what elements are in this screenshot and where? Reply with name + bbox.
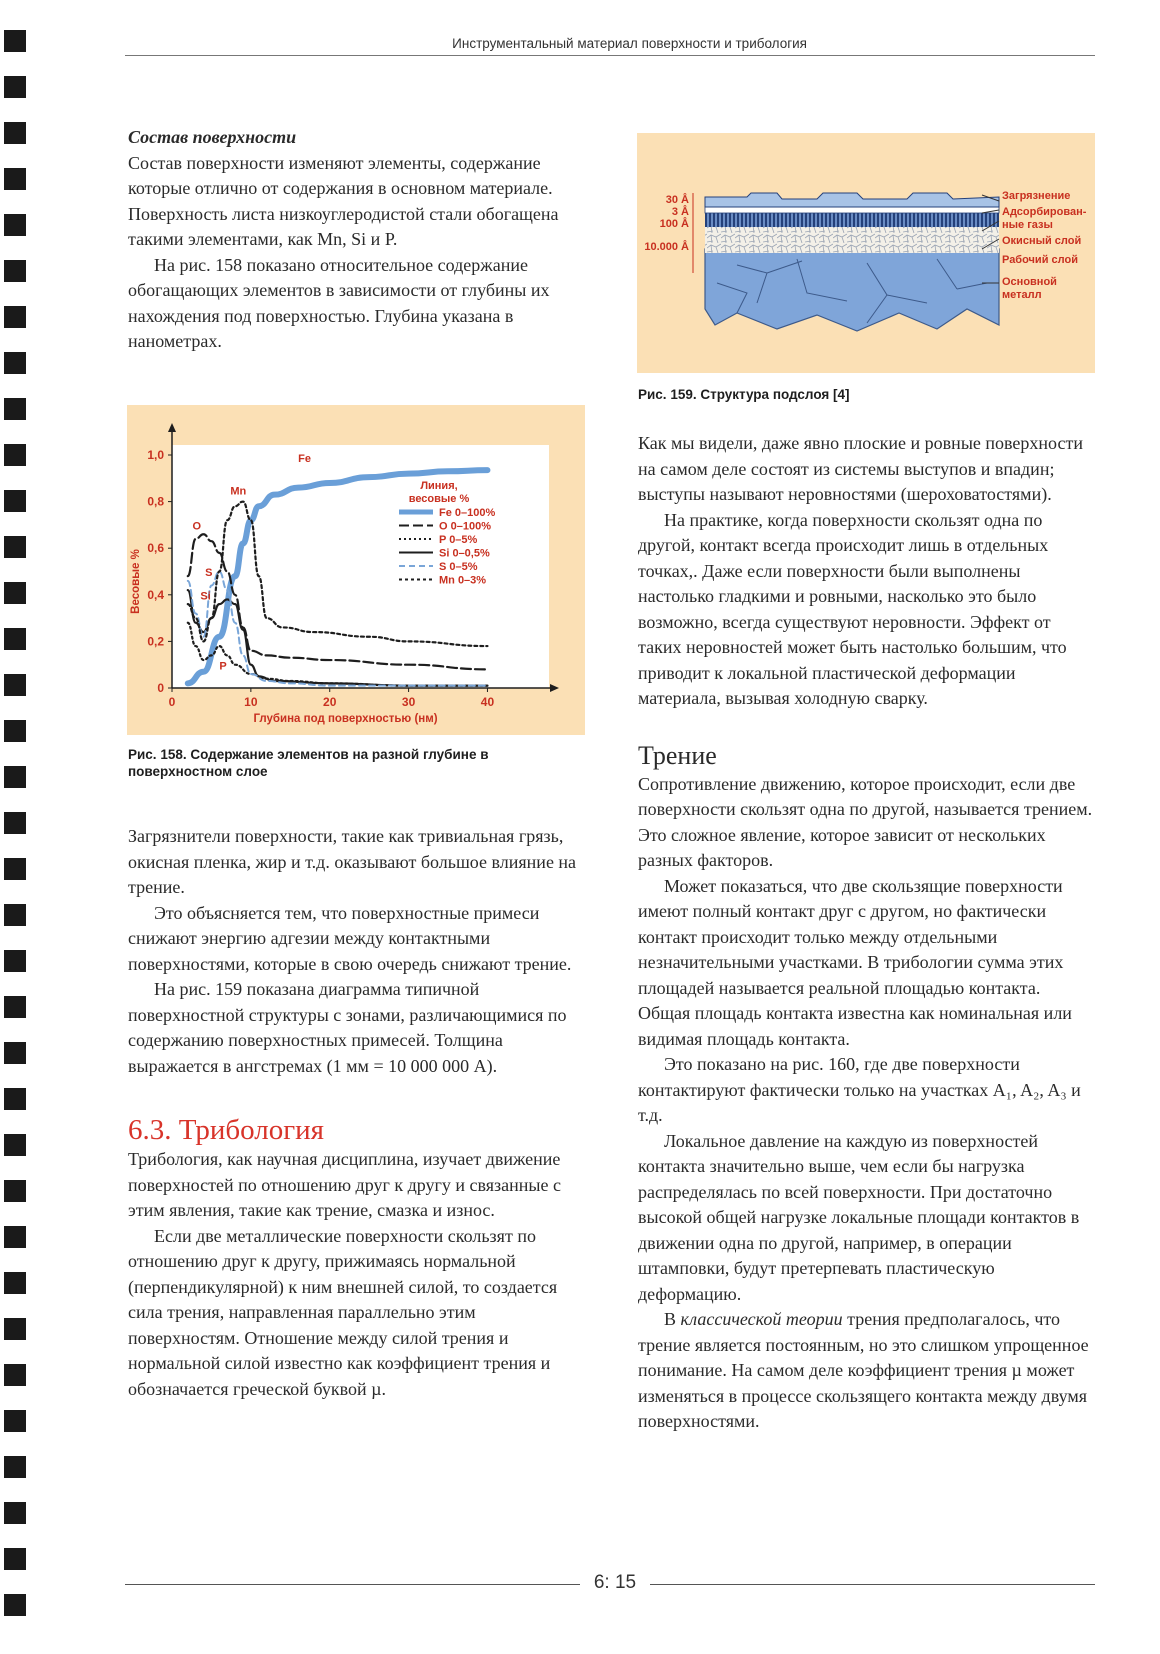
y-tick-label: 0,6 [147, 541, 164, 556]
y-axis-label: Весовые % [130, 549, 142, 614]
figure-159-caption: Рис. 159. Структура подслоя [4] [638, 387, 850, 402]
binding-hole [4, 996, 26, 1018]
binding-hole [4, 1042, 26, 1064]
legend-entry: S 0–5% [439, 561, 478, 573]
binding-hole [4, 950, 26, 972]
binding-hole [4, 1456, 26, 1478]
section-heading-tribology: 6.3. Трибология [128, 1114, 324, 1146]
page-number: 6: 15 [593, 1572, 637, 1593]
legend-entry: P 0–5% [439, 534, 478, 546]
legend-title: Линия, [420, 480, 458, 492]
footer-rule-left [125, 1584, 580, 1585]
binding-hole [4, 674, 26, 696]
binding-hole [4, 444, 26, 466]
paragraph: Локальное давление на каждую из поверхностей контакта значительно выше, чем если бы нагрузка распределялась по всей поверхности. При достаточно высокой общей нагрузке локальные площади контактов в движении одна по другой, например, в операции штамповки, будут претерпевать пластическую деформацию. [638, 1130, 1080, 1304]
figure-158-chart [127, 405, 585, 735]
paragraph: На рис. 158 показано относительное содержание обогащающих элементов в зависимости от глубины их нахождения под поверхностью. Глубина указана в нанометрах. [128, 254, 550, 351]
dim-label: 100 Å [659, 218, 689, 230]
legend-entry: Si 0–0,5% [439, 547, 490, 560]
paragraph: Состав поверхности изменяют элементы, содержание которые отлично от содержания в основном материале. Поверхность листа низкоуглеродистой стали обогащена такими элементами, как Mn, Si и P. [128, 152, 559, 249]
series-label: Mn [230, 485, 247, 498]
paragraph: Загрязнители поверхности, такие как тривиальная грязь, окисная пленка, жир и т.д. оказывают большое влияние на трение. [128, 826, 577, 897]
x-tick-label: 40 [480, 695, 495, 709]
binding-hole [4, 1364, 26, 1386]
running-header: Инструментальный материал поверхности и трибология [125, 36, 1095, 56]
paragraph [638, 1307, 1094, 1435]
binding-hole [4, 306, 26, 328]
x-tick-label: 30 [401, 695, 416, 709]
y-tick-label: 0,8 [147, 494, 164, 509]
dim-label: 3 Å [671, 206, 689, 218]
binding-hole [4, 1272, 26, 1294]
paragraph: Если две металлические поверхности скользят по отношению друг к другу, прижимаясь нормальной (перпендикулярной) к ним внешней силой, то создается сила трения, направленная параллельно этим поверхностям. Отношение между силой трения и нормальной силой известно как коэффициент трения и обозначается греческой буквой µ. [128, 1225, 558, 1399]
series-label: S [205, 567, 213, 580]
binding-hole [4, 490, 26, 512]
paragraph: Сопротивление движению, которое происходит, если две поверхности скользят одна по другой, называется трением. Это сложное явление, которое зависит от нескольких разных факторов. [638, 773, 1093, 870]
series-label: O [192, 520, 202, 533]
page-footer [125, 1572, 1095, 1596]
y-tick-label: 0,2 [147, 634, 164, 649]
subheading-surface-composition: Состав поверхности [128, 127, 297, 147]
x-tick-label: 10 [244, 695, 258, 709]
footer-rule-right [650, 1584, 1095, 1585]
paragraph: Как мы видели, даже явно плоские и ровные поверхности на самом деле состоят из системы выступов и впадин; выступы называют неровностями (шероховатостями). [638, 433, 1083, 504]
binding-hole [4, 168, 26, 190]
series-label: Fe [298, 452, 312, 465]
binding-hole [4, 812, 26, 834]
subsurface-structure-diagram [637, 133, 1095, 373]
x-axis-arrow [550, 684, 559, 692]
legend-entry: Mn 0–3% [439, 574, 487, 587]
binding-hole [4, 398, 26, 420]
binding-hole [4, 1594, 26, 1616]
series-label: Si [200, 590, 211, 603]
x-axis-label: Глубина под поверхностью (нм) [253, 713, 438, 725]
binding-hole [4, 1502, 26, 1524]
binding-hole [4, 352, 26, 374]
paragraph: Это объясняется тем, что поверхностные примеси снижают энергию адгезии между контактными поверхностями, которые в свою очередь снижают трение. [128, 902, 572, 974]
emphasis: классической теории [680, 1309, 843, 1329]
binding-hole [4, 30, 26, 52]
y-tick-label: 1,0 [147, 448, 164, 462]
figure-158-caption: Рис. 158. Содержание элементов на разной глубине в поверхностном слое [128, 747, 489, 779]
legend-entry: Fe 0–100% [439, 507, 496, 519]
binding-hole [4, 1088, 26, 1110]
dim-label: 10.000 Å [644, 241, 689, 253]
figure-159-structure [637, 133, 1095, 373]
y-axis-arrow [168, 423, 176, 432]
text-run: трения предполагалось, что трение является постоянным, но это слишком упрощенное понимание. На самом деле коэффициент трения µ может изменяться в процессе скользящего контакта между двумя поверхностями. [638, 1309, 1089, 1431]
x-tick-label: 0 [168, 695, 176, 709]
series-label: P [219, 660, 227, 673]
binding-hole [4, 720, 26, 742]
paragraph: Трибология, как научная дисциплина, изучает движение поверхностей по отношению друг к другу и связанные с этим явления, такие как трение, смазка и износ. [128, 1149, 561, 1220]
binding-hole [4, 1410, 26, 1432]
layer-label: Загрязнение [1002, 190, 1071, 202]
binding-hole [4, 628, 26, 650]
text-run: В [664, 1309, 681, 1329]
binding-hole [4, 1134, 26, 1156]
plot-area [172, 445, 549, 688]
binding-hole [4, 536, 26, 558]
y-tick-label: 0,4 [147, 587, 164, 602]
binding-hole [4, 858, 26, 880]
layer-label: Окисный слой [1002, 235, 1082, 247]
layer-label: Основной [1002, 276, 1057, 288]
binding-hole [4, 214, 26, 236]
left-column-top [128, 125, 584, 355]
paragraph: На практике, когда поверхности скользят одна по другой, контакт всегда происходит лишь в отдельных точках,. Даже если поверхности были выполнены настолько гладкими и ровными, насколько это было возможно, всегда существуют неровности. Эффект от таких неровностей может быть настолько большим, что приводит к локальной пластической деформации материала, вызывая холодную сварку. [638, 509, 1067, 708]
legend-entry: O 0–100% [439, 520, 491, 533]
binding-hole [4, 1180, 26, 1202]
element-depth-chart [127, 405, 585, 735]
binding-hole [4, 582, 26, 604]
dim-label: 30 Å [665, 194, 689, 206]
binding-hole [4, 122, 26, 144]
binding-hole [4, 766, 26, 788]
paragraph: На рис. 159 показана диаграмма типичной поверхностной структуры с зонами, различающимися по содержанию поверхностных примесей. Толщина выражается в ангстремах (1 мм = 10 000 000 А). [128, 979, 567, 1076]
paragraph: Это показано на рис. 160, где две поверхности контактируют фактически только на участках A₁, A₂, A₃ и т.д. [638, 1054, 1081, 1125]
binding-hole [4, 904, 26, 926]
layer-label: Адсорбирован- [1002, 206, 1087, 218]
binding-hole [4, 76, 26, 98]
x-tick-label: 20 [323, 695, 337, 709]
right-column [638, 431, 1094, 1435]
binding-hole [4, 1226, 26, 1248]
binding-hole [4, 1548, 26, 1570]
binding-hole [4, 260, 26, 282]
layer-label: Рабочий слой [1002, 254, 1078, 266]
y-tick-label: 0 [157, 681, 164, 695]
legend-title: весовые % [408, 493, 470, 505]
left-column-bottom [128, 824, 584, 1402]
layer-label: ные газы [1002, 219, 1053, 231]
layer-label: металл [1002, 289, 1042, 301]
binding-hole [4, 1318, 26, 1340]
paragraph: Может показаться, что две скользящие поверхности имеют полный контакт друг с другом, но фактически контакт происходит только между отдельными незначительными участками. В трибологии сумма этих площадей называется реальной площадью контакта. Общая площадь контакта известна как номинальная или видимая площадь контакта. [638, 875, 1072, 1049]
section-heading-friction: Трение [638, 740, 717, 770]
spiral-binding [4, 30, 30, 1640]
